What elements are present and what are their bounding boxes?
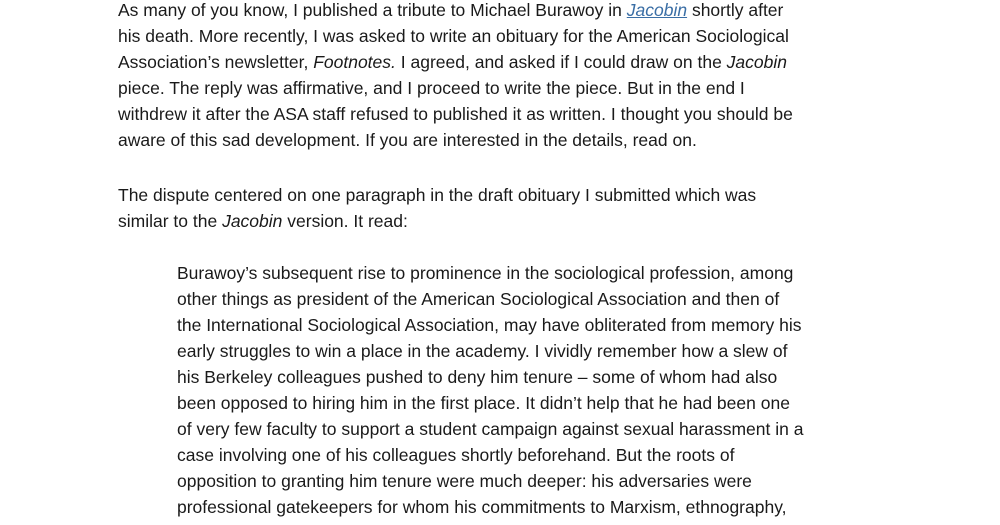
text-line: withdrew it after the ASA staff refused to published it as written. I thought you should be bbox=[118, 104, 793, 124]
quote-line: other things as president of the American Sociological Association and then of bbox=[177, 289, 780, 309]
text-line bbox=[118, 49, 793, 75]
text-segment: version. It read: bbox=[282, 211, 408, 231]
text-segment: As many of you know, I published a tribute to Michael Burawoy in bbox=[118, 0, 627, 20]
jacobin-title: Jacobin bbox=[222, 211, 283, 231]
jacobin-link[interactable]: Jacobin bbox=[626, 0, 688, 20]
text-segment: I agreed, and asked if I could draw on the bbox=[395, 52, 727, 72]
quote-line: of very few faculty to support a student campaign against sexual harassment in a bbox=[177, 419, 804, 439]
footnotes-title: Footnotes. bbox=[313, 52, 396, 72]
text-segment: Association’s newsletter, bbox=[118, 52, 314, 72]
quote-line: case involving one of his colleagues shortly beforehand. But the roots of bbox=[177, 445, 735, 465]
quote-line: the International Sociological Association, may have obliterated from memory his bbox=[177, 315, 802, 335]
text-line: aware of this sad development. If you are interested in the details, read on. bbox=[118, 130, 697, 150]
quote-line: been opposed to hiring him in the first place. It didn’t help that he had been one bbox=[177, 393, 790, 413]
quote-line: early struggles to win a place in the academy. I vividly remember how a slew of bbox=[177, 341, 788, 361]
quote-line: his Berkeley colleagues pushed to deny him tenure – some of whom had also bbox=[177, 367, 778, 387]
text-line bbox=[118, 208, 756, 234]
text-line: The dispute centered on one paragraph in the draft obituary I submitted which was bbox=[118, 185, 757, 205]
quote-line: professional gatekeepers for whom his commitments to Marxism, ethnography, bbox=[177, 497, 787, 517]
jacobin-title: Jacobin bbox=[726, 52, 787, 72]
text-segment: shortly after bbox=[687, 0, 784, 20]
quote-line: Burawoy’s subsequent rise to prominence in the sociological profession, among bbox=[177, 263, 794, 283]
intro-paragraph bbox=[118, 0, 793, 153]
dispute-paragraph bbox=[118, 182, 756, 234]
text-segment: similar to the bbox=[118, 211, 223, 231]
quoted-paragraph bbox=[177, 260, 803, 520]
text-line: his death. More recently, I was asked to write an obituary for the American Sociological bbox=[118, 26, 789, 46]
text-line bbox=[118, 0, 793, 23]
quote-line: opposition to granting him tenure were much deeper: his adversaries were bbox=[177, 471, 752, 491]
text-line: piece. The reply was affirmative, and I proceed to write the piece. But in the end I bbox=[118, 78, 745, 98]
